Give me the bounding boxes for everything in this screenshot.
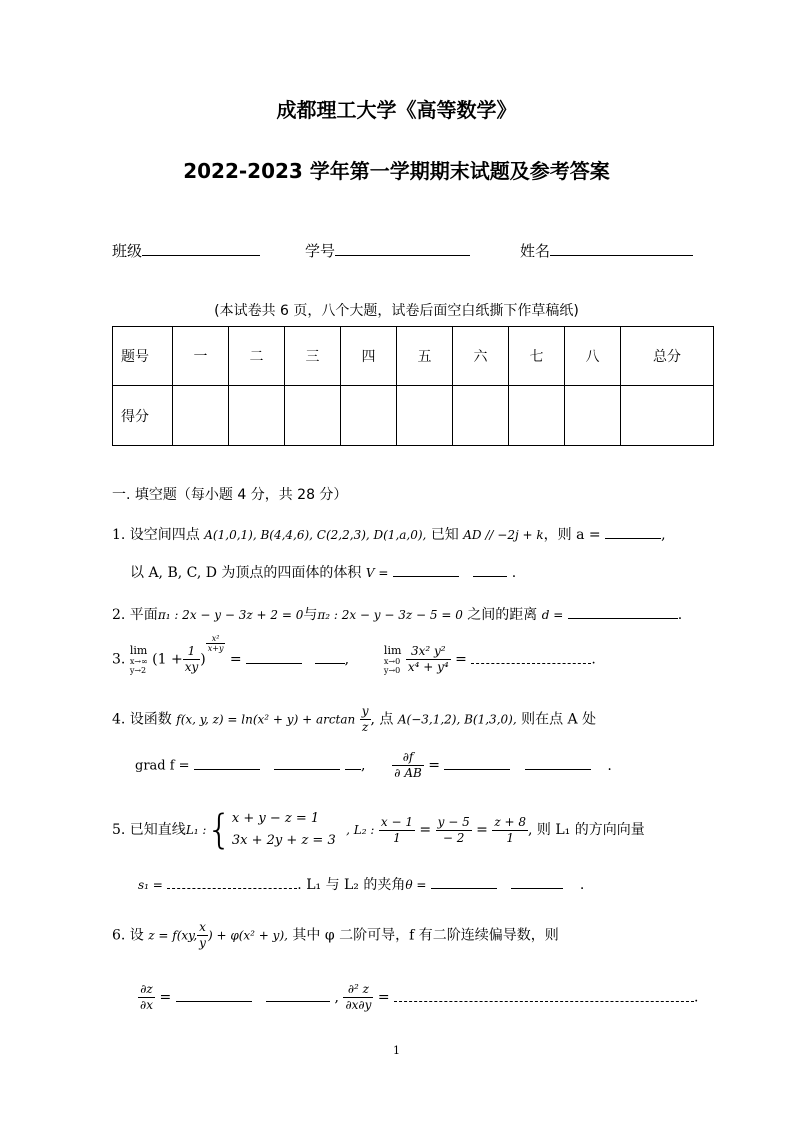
- question-5-line2: s₁ = . L₁ 与 L₂ 的夹角θ = .: [138, 877, 585, 893]
- q2-plane2: π₂ : 2x − y − 3z − 5 = 0: [317, 608, 463, 622]
- name-label: 姓名: [520, 242, 551, 260]
- q1-volume: V =: [365, 566, 389, 580]
- q1-then: ，则 a =: [543, 527, 601, 543]
- q4-grad: grad f =: [135, 758, 190, 774]
- answer-blank: [525, 757, 591, 770]
- q5-direction-text: , 则 L₁ 的方向向量: [528, 822, 645, 838]
- q5-L1: L₁ :: [185, 823, 207, 837]
- class-field: [112, 240, 260, 261]
- q3-equals: =: [229, 651, 242, 668]
- q2-plane1: π₁ : 2x − y − 3z + 2 = 0: [157, 608, 304, 622]
- q4-text: 4. 设函数: [112, 711, 172, 728]
- answer-blank: [394, 989, 694, 1002]
- q3-close: ): [200, 651, 206, 668]
- question-2: 2. 平面π₁ : 2x − y − 3z + 2 = 0与π₂ : 2x − y − 3z − 5 = 0 之间的距离 d = .: [112, 607, 683, 623]
- q5-frac-y: $\frac{y - 5}{- 2}$: [437, 814, 470, 845]
- q6-equals: =: [159, 989, 172, 1006]
- q6-z: z = f(xy,: [148, 928, 198, 943]
- q1-known: 已知: [430, 527, 459, 543]
- q6-fraction: $\frac{x}{y}$: [199, 920, 206, 950]
- q6-equals2: =: [377, 989, 390, 1006]
- score-table: [112, 326, 714, 446]
- score-cell: [285, 386, 341, 446]
- answer-blank: [473, 564, 507, 577]
- q4-function: f(x, y, z) = ln(x² + y) + arctan: [176, 712, 356, 727]
- question-5: 5. 已知直线L₁ :{ x + y − z = 1 3x + 2y + z = 3 , L₂ : $\frac{x - 1}{1}$ = $\frac{y - 5}{- 2}$ = $\frac{z + 8}{1}$ , 则 L₁ 的方向向量: [112, 807, 645, 853]
- column-header-total: 总分: [621, 327, 714, 386]
- exam-note: (本试卷共 6 页，八个大题，试卷后面空白纸撕下作草稿纸): [214, 303, 579, 319]
- q3-equals2: =: [455, 651, 467, 668]
- answer-blank: [511, 876, 563, 889]
- q5-frac-x: $\frac{x - 1}{1}$: [380, 814, 413, 845]
- q5-text: 5. 已知直线: [112, 822, 186, 838]
- section-heading: 一. 填空题（每小题 4 分，共 28 分）: [112, 487, 348, 503]
- page-number: 1: [393, 1044, 400, 1057]
- q3-exponent: $\frac{\text{x²}}{x+y}$: [207, 634, 224, 653]
- q5-frac-z: $\frac{z + 8}{1}$: [494, 814, 527, 845]
- document-title: 成都理工大学《高等数学》: [276, 98, 517, 122]
- q1-condition: AD // −2j + k: [463, 528, 544, 542]
- q4-fraction: $\frac{y}{z}$: [361, 704, 369, 734]
- q6-condition: 其中 φ 二阶可导，f 有二阶连续偏导数，则: [292, 927, 559, 944]
- q3-number: 3.: [112, 651, 126, 668]
- question-4: [112, 704, 596, 735]
- q4-directional-derivative: $\frac{\partial f}{\partial AB}$: [394, 750, 422, 780]
- q5-L2: , L₂ :: [346, 823, 375, 837]
- column-header: 八: [565, 327, 621, 386]
- score-cell: [565, 386, 621, 446]
- column-header: 四: [341, 327, 397, 386]
- q3-fraction2: $\frac{\text{3x² y²}}{\text{x⁴ + y⁴}}$: [407, 644, 449, 674]
- question-1: 1. 设空间四点 A(1,0,1), B(4,4,6), C(2,2,3), D(1,a,0), 已知 AD // −2j + k，则 a = ,: [112, 527, 666, 543]
- column-header: 三: [285, 327, 341, 386]
- class-label: 班级: [112, 242, 143, 260]
- q5-system: x + y − z = 1 3x + 2y + z = 3: [231, 811, 336, 848]
- q3-limit2: lim x→0 y→0: [383, 643, 402, 675]
- q2-and: 与: [303, 607, 318, 623]
- name-field: [520, 240, 693, 261]
- q1-line2-text: 以 A, B, C, D 为顶点的四面体的体积: [130, 565, 362, 581]
- answer-blank: [568, 606, 678, 619]
- student-id-field: [305, 240, 470, 261]
- answer-blank: [444, 757, 510, 770]
- q3-base: (1 +: [152, 651, 183, 668]
- answer-blank: [393, 564, 459, 577]
- q6-text: 6. 设: [112, 927, 144, 944]
- answer-blank: [176, 989, 252, 1002]
- question-4-line2: grad f = , $\frac{\partial f}{\partial AB}$ = .: [135, 750, 612, 780]
- name-blank: [550, 240, 693, 256]
- q6-separator: ,: [334, 989, 339, 1006]
- q4-at-point: 则在点 A 处: [521, 711, 597, 728]
- q2-distance-text: 之间的距离: [467, 607, 538, 623]
- q5-brace: {: [206, 807, 232, 853]
- q2-d: d =: [541, 608, 564, 622]
- column-header: 一: [173, 327, 229, 386]
- answer-blank: [345, 757, 361, 770]
- question-3: 3. lim x→∞ y→2 (1 + $\frac{1}{xy}$ ) $\frac{\text{x²}}{x+y}$ = , lim x→0 y→0 $\frac{\text{3x² y²}}{\text{x⁴ + y⁴}}$ = .: [112, 634, 596, 675]
- column-header: 六: [453, 327, 509, 386]
- question-number-header: 题号: [113, 327, 173, 386]
- answer-blank: [246, 651, 302, 664]
- q4-equals: =: [428, 757, 440, 774]
- q6-partial-x: $\frac{\partial z}{\partial x}$: [140, 982, 153, 1012]
- column-header: 五: [397, 327, 453, 386]
- score-row-header: 得分: [113, 386, 173, 446]
- student-id-blank: [335, 240, 470, 256]
- q2-text: 2. 平面: [112, 607, 158, 623]
- q3-fraction: $\frac{1}{xy}$: [184, 644, 199, 674]
- q1-text: 1. 设空间四点: [112, 527, 200, 543]
- answer-blank: [431, 876, 497, 889]
- q5-angle-text: L₁ 与 L₂ 的夹角: [306, 877, 406, 893]
- score-cell: [509, 386, 565, 446]
- score-cell: [173, 386, 229, 446]
- exam-subtitle: 2022-2023 学年第一学期期末试题及参考答案: [183, 159, 610, 183]
- q4-point-text: , 点: [370, 711, 394, 728]
- answer-blank: [266, 989, 330, 1002]
- class-blank: [142, 240, 260, 256]
- q6-partial-xy: $\frac{\text{∂² z}}{\partial x\partial y}$: [345, 982, 372, 1012]
- score-cell: [229, 386, 285, 446]
- answer-blank: [167, 876, 297, 889]
- answer-blank: [471, 651, 591, 664]
- score-cell: [453, 386, 509, 446]
- q5-s1: s₁ =: [138, 878, 163, 892]
- answer-blank: [274, 757, 340, 770]
- question-6: [112, 920, 559, 951]
- answer-blank: [605, 526, 661, 539]
- q4-points: A(−3,1,2), B(1,3,0),: [397, 712, 517, 727]
- score-cell-total: [621, 386, 714, 446]
- answer-blank: [194, 757, 260, 770]
- q1-points: A(1,0,1), B(4,4,6), C(2,2,3), D(1,a,0),: [204, 528, 427, 542]
- score-cell: [397, 386, 453, 446]
- column-header: 七: [509, 327, 565, 386]
- student-id-label: 学号: [305, 242, 336, 260]
- q6-rest: ) + φ(x² + y),: [207, 928, 288, 943]
- score-cell: [341, 386, 397, 446]
- q5-theta: θ =: [405, 878, 427, 892]
- question-1-line2: 以 A, B, C, D 为顶点的四面体的体积 V = .: [130, 565, 517, 581]
- answer-blank: [315, 651, 345, 664]
- question-6-line2: $\frac{\partial z}{\partial x}$ = , $\frac{\text{∂² z}}{\partial x\partial y}$ = .: [140, 982, 699, 1012]
- q3-limit: lim x→∞ y→2: [129, 643, 148, 675]
- column-header: 二: [229, 327, 285, 386]
